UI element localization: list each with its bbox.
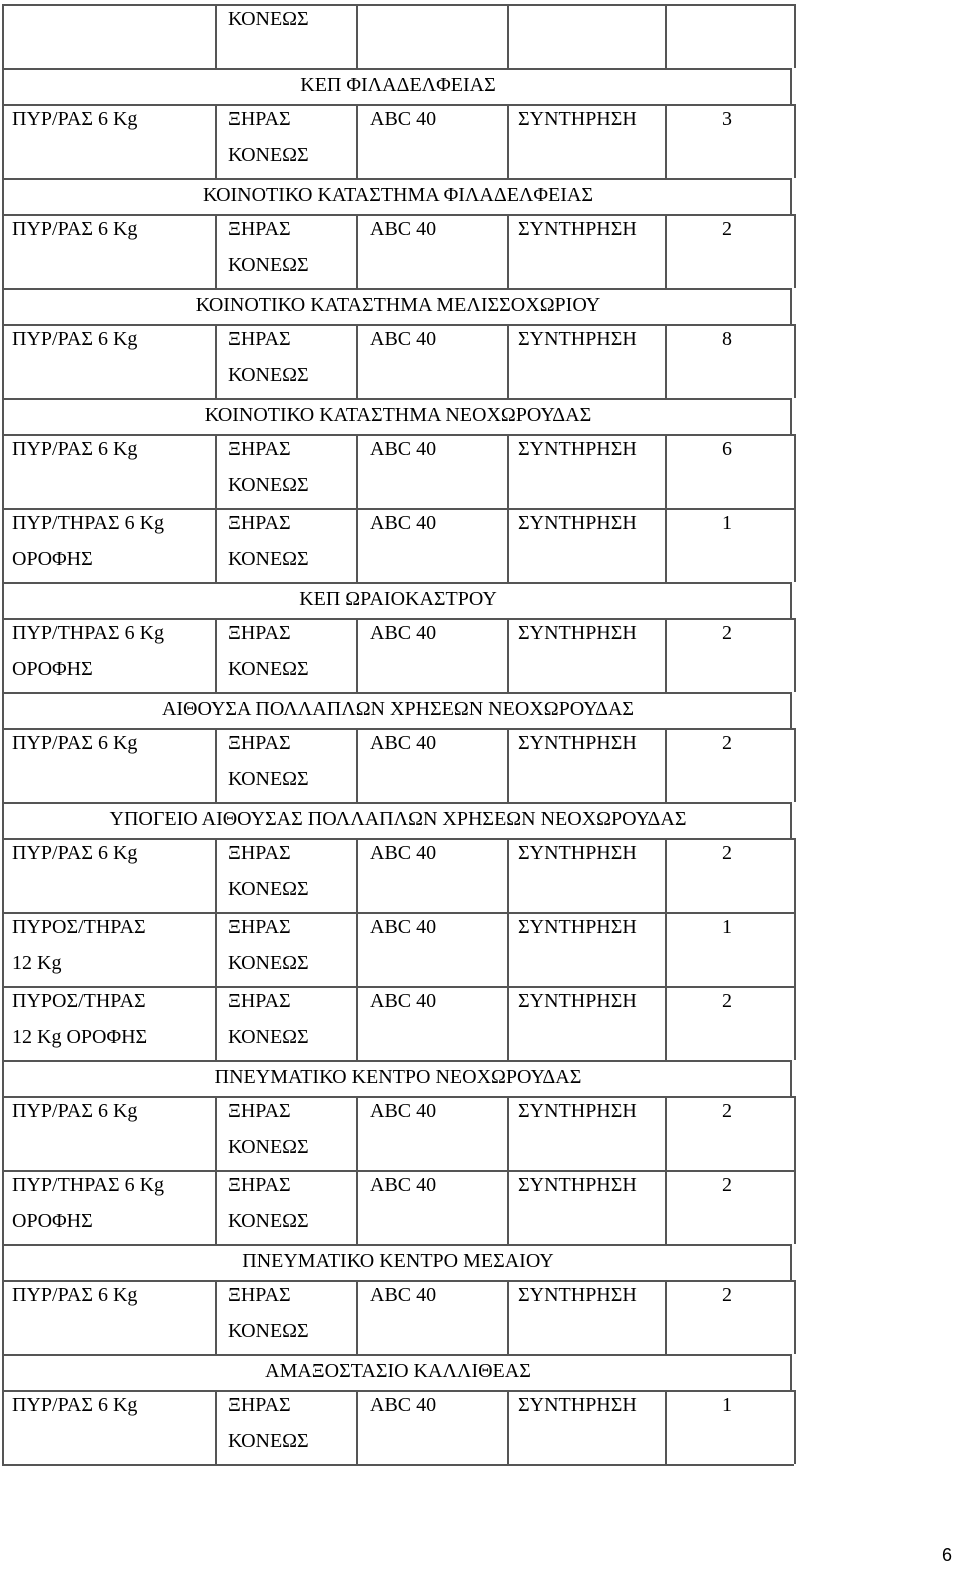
table-rule xyxy=(215,4,217,68)
table-rule xyxy=(2,68,792,70)
table-rule xyxy=(2,1354,792,1356)
table-rule xyxy=(665,838,667,912)
agent-type: ΞΗΡΑΣ xyxy=(228,108,291,130)
agent-type: ΞΗΡΑΣ xyxy=(228,622,291,644)
section-heading: ΥΠΟΓΕΙΟ ΑΙΘΟΥΣΑΣ ΠΟΛΛΑΠΛΩΝ ΧΡΗΣΕΩΝ ΝΕΟΧΩΡΟΥΔΑΣ xyxy=(109,808,687,830)
table-rule xyxy=(2,508,794,510)
fire-class: ABC 40 xyxy=(370,732,437,754)
fire-class: ABC 40 xyxy=(370,1100,437,1122)
quantity: 2 xyxy=(722,622,732,644)
service-action: ΣΥΝΤΗΡΗΣΗ xyxy=(518,732,637,754)
agent-type-line2: ΚΟΝΕΩΣ xyxy=(228,1210,309,1232)
agent-type-line2: ΚΟΝΕΩΣ xyxy=(228,768,309,790)
table-rule xyxy=(215,618,217,692)
table-rule xyxy=(2,178,792,180)
table-rule xyxy=(356,434,358,508)
table-rule xyxy=(356,4,358,68)
table-rule xyxy=(2,728,4,802)
table-rule xyxy=(2,838,4,912)
table-rule xyxy=(507,1390,509,1464)
fire-class: ABC 40 xyxy=(370,438,437,460)
agent-type: ΞΗΡΑΣ xyxy=(228,990,291,1012)
quantity: 2 xyxy=(722,842,732,864)
agent-line2: ΚΟΝΕΩΣ xyxy=(228,8,309,30)
table-rule xyxy=(507,1096,509,1170)
section-heading: ΚΟΙΝΟΤΙΚΟ ΚΑΤΑΣΤΗΜΑ ΝΕΟΧΩΡΟΥΔΑΣ xyxy=(204,404,592,426)
table-rule xyxy=(665,4,667,68)
table-rule xyxy=(2,1170,4,1244)
table-rule xyxy=(2,1464,794,1466)
service-action: ΣΥΝΤΗΡΗΣΗ xyxy=(518,512,637,534)
table-rule xyxy=(665,434,667,508)
table-rule xyxy=(794,1280,796,1354)
table-rule xyxy=(215,1170,217,1244)
quantity: 2 xyxy=(722,732,732,754)
table-rule xyxy=(356,508,358,582)
table-rule xyxy=(2,508,4,582)
quantity: 2 xyxy=(722,990,732,1012)
section-heading: ΚΟΙΝΟΤΙΚΟ ΚΑΤΑΣΤΗΜΑ ΜΕΛΙΣΣΟΧΩΡΙΟΥ xyxy=(195,294,601,316)
table-rule xyxy=(2,1390,4,1464)
table-rule xyxy=(2,912,794,914)
section-heading: ΠΝΕΥΜΑΤΙΚΟ ΚΕΝΤΡΟ ΜΕΣΑΙΟΥ xyxy=(242,1250,554,1272)
table-rule xyxy=(2,288,792,290)
table-rule xyxy=(2,324,4,398)
service-action: ΣΥΝΤΗΡΗΣΗ xyxy=(518,328,637,350)
quantity: 2 xyxy=(722,1100,732,1122)
agent-type: ΞΗΡΑΣ xyxy=(228,842,291,864)
table-rule xyxy=(665,1390,667,1464)
table-rule xyxy=(215,1096,217,1170)
table-rule xyxy=(665,1280,667,1354)
table-rule xyxy=(665,508,667,582)
table-rule xyxy=(2,1170,794,1172)
table-rule xyxy=(215,986,217,1060)
table-rule xyxy=(507,324,509,398)
fire-class: ABC 40 xyxy=(370,990,437,1012)
table-rule xyxy=(665,728,667,802)
table-rule xyxy=(215,214,217,288)
table-rule xyxy=(794,434,796,508)
agent-type: ΞΗΡΑΣ xyxy=(228,512,291,534)
table-rule xyxy=(507,1170,509,1244)
agent-type: ΞΗΡΑΣ xyxy=(228,1174,291,1196)
table-rule xyxy=(2,692,792,694)
quantity: 2 xyxy=(722,218,732,240)
agent-type-line2: ΚΟΝΕΩΣ xyxy=(228,1136,309,1158)
table-rule xyxy=(2,986,4,1060)
table-rule xyxy=(215,912,217,986)
extinguisher-type-line2: ΟΡΟΦΗΣ xyxy=(12,548,93,570)
section-heading: ΚΕΠ ΦΙΛΑΔΕΛΦΕΙΑΣ xyxy=(300,74,496,96)
service-action: ΣΥΝΤΗΡΗΣΗ xyxy=(518,842,637,864)
table-rule xyxy=(215,728,217,802)
table-rule xyxy=(507,1280,509,1354)
service-action: ΣΥΝΤΗΡΗΣΗ xyxy=(518,916,637,938)
table-rule xyxy=(356,1170,358,1244)
table-rule xyxy=(507,434,509,508)
table-rule xyxy=(2,434,4,508)
extinguisher-type: ΠΥΡ/ΡΑΣ 6 Kg xyxy=(12,108,138,130)
table-rule xyxy=(215,434,217,508)
table-rule xyxy=(794,1390,796,1464)
table-rule xyxy=(665,1170,667,1244)
service-action: ΣΥΝΤΗΡΗΣΗ xyxy=(518,1394,637,1416)
section-heading: ΚΟΙΝΟΤΙΚΟ ΚΑΤΑΣΤΗΜΑ ΦΙΛΑΔΕΛΦΕΙΑΣ xyxy=(203,184,593,206)
table-rule xyxy=(356,1096,358,1170)
table-rule xyxy=(2,582,792,584)
service-action: ΣΥΝΤΗΡΗΣΗ xyxy=(518,622,637,644)
table-rule xyxy=(794,4,796,68)
agent-type: ΞΗΡΑΣ xyxy=(228,732,291,754)
fire-class: ABC 40 xyxy=(370,512,437,534)
table-rule xyxy=(665,986,667,1060)
service-action: ΣΥΝΤΗΡΗΣΗ xyxy=(518,438,637,460)
table-rule xyxy=(2,912,4,986)
extinguisher-type-line2: 12 Kg xyxy=(12,952,62,974)
table-rule xyxy=(356,1280,358,1354)
extinguisher-type: ΠΥΡ/ΡΑΣ 6 Kg xyxy=(12,1100,138,1122)
table-rule xyxy=(356,1390,358,1464)
extinguisher-type: ΠΥΡ/ΤΗΡΑΣ 6 Kg xyxy=(12,512,165,534)
table-rule xyxy=(794,1096,796,1170)
extinguisher-type: ΠΥΡ/ΡΑΣ 6 Kg xyxy=(12,1284,138,1306)
table-rule xyxy=(507,508,509,582)
agent-type-line2: ΚΟΝΕΩΣ xyxy=(228,474,309,496)
table-rule xyxy=(2,838,794,840)
quantity: 1 xyxy=(722,512,732,534)
table-rule xyxy=(665,1096,667,1170)
table-rule xyxy=(794,1170,796,1244)
table-rule xyxy=(2,618,794,620)
extinguisher-type: ΠΥΡ/ΡΑΣ 6 Kg xyxy=(12,842,138,864)
table-rule xyxy=(2,1390,794,1392)
quantity: 1 xyxy=(722,1394,732,1416)
table-rule xyxy=(665,324,667,398)
agent-type: ΞΗΡΑΣ xyxy=(228,328,291,350)
table-rule xyxy=(794,912,796,986)
table-rule xyxy=(794,214,796,288)
service-action: ΣΥΝΤΗΡΗΣΗ xyxy=(518,218,637,240)
table-rule xyxy=(2,1096,794,1098)
table-rule xyxy=(2,324,794,326)
table-rule xyxy=(2,434,794,436)
table-rule xyxy=(2,104,4,178)
table-rule xyxy=(2,1060,792,1062)
extinguisher-type: ΠΥΡ/ΡΑΣ 6 Kg xyxy=(12,218,138,240)
fire-class: ABC 40 xyxy=(370,328,437,350)
fire-class: ABC 40 xyxy=(370,622,437,644)
fire-class: ABC 40 xyxy=(370,842,437,864)
table-rule xyxy=(2,398,792,400)
table-rule xyxy=(2,618,4,692)
quantity: 2 xyxy=(722,1174,732,1196)
table-rule xyxy=(507,618,509,692)
table-rule xyxy=(794,324,796,398)
extinguisher-type: ΠΥΡ/ΡΑΣ 6 Kg xyxy=(12,1394,138,1416)
quantity: 3 xyxy=(722,108,732,130)
table-rule xyxy=(356,214,358,288)
agent-type-line2: ΚΟΝΕΩΣ xyxy=(228,1320,309,1342)
fire-class: ABC 40 xyxy=(370,1394,437,1416)
fire-class: ABC 40 xyxy=(370,1284,437,1306)
agent-type: ΞΗΡΑΣ xyxy=(228,1284,291,1306)
agent-type: ΞΗΡΑΣ xyxy=(228,218,291,240)
table-rule xyxy=(215,1280,217,1354)
table-rule xyxy=(794,986,796,1060)
table-rule xyxy=(507,104,509,178)
service-action: ΣΥΝΤΗΡΗΣΗ xyxy=(518,108,637,130)
table-rule xyxy=(2,214,4,288)
agent-type: ΞΗΡΑΣ xyxy=(228,438,291,460)
agent-type: ΞΗΡΑΣ xyxy=(228,1394,291,1416)
fire-class: ABC 40 xyxy=(370,1174,437,1196)
table-rule xyxy=(215,1390,217,1464)
table-rule xyxy=(2,986,794,988)
quantity: 8 xyxy=(722,328,732,350)
table-rule xyxy=(794,104,796,178)
table-rule xyxy=(215,508,217,582)
extinguisher-type-line2: 12 Kg ΟΡΟΦΗΣ xyxy=(12,1026,148,1048)
table-rule xyxy=(215,324,217,398)
table-rule xyxy=(665,214,667,288)
table-rule xyxy=(2,104,794,106)
table-rule xyxy=(2,1280,4,1354)
section-heading: ΑΙΘΟΥΣΑ ΠΟΛΛΑΠΛΩΝ ΧΡΗΣΕΩΝ ΝΕΟΧΩΡΟΥΔΑΣ xyxy=(161,698,635,720)
extinguisher-type: ΠΥΡ/ΡΑΣ 6 Kg xyxy=(12,328,138,350)
table-rule xyxy=(2,728,794,730)
section-heading: ΠΝΕΥΜΑΤΙΚΟ ΚΕΝΤΡΟ ΝΕΟΧΩΡΟΥΔΑΣ xyxy=(214,1066,582,1088)
table-rule xyxy=(356,912,358,986)
agent-type-line2: ΚΟΝΕΩΣ xyxy=(228,364,309,386)
table-rule xyxy=(356,324,358,398)
quantity: 2 xyxy=(722,1284,732,1306)
fire-class: ABC 40 xyxy=(370,108,437,130)
agent-type-line2: ΚΟΝΕΩΣ xyxy=(228,1430,309,1452)
service-action: ΣΥΝΤΗΡΗΣΗ xyxy=(518,990,637,1012)
extinguisher-type: ΠΥΡ/ΤΗΡΑΣ 6 Kg xyxy=(12,622,165,644)
section-heading: ΑΜΑΞΟΣΤΑΣΙΟ ΚΑΛΛΙΘΕΑΣ xyxy=(265,1360,531,1382)
table-rule xyxy=(215,838,217,912)
extinguisher-type: ΠΥΡ/ΡΑΣ 6 Kg xyxy=(12,438,138,460)
extinguisher-type-line2: ΟΡΟΦΗΣ xyxy=(12,1210,93,1232)
agent-type-line2: ΚΟΝΕΩΣ xyxy=(228,254,309,276)
agent-type-line2: ΚΟΝΕΩΣ xyxy=(228,548,309,570)
table-rule xyxy=(507,912,509,986)
table-rule xyxy=(2,802,792,804)
agent-type-line2: ΚΟΝΕΩΣ xyxy=(228,144,309,166)
table-rule xyxy=(2,1244,792,1246)
page-number: 6 xyxy=(941,1545,952,1565)
agent-type: ΞΗΡΑΣ xyxy=(228,916,291,938)
agent-type-line2: ΚΟΝΕΩΣ xyxy=(228,952,309,974)
extinguisher-type: ΠΥΡ/ΡΑΣ 6 Kg xyxy=(12,732,138,754)
extinguisher-type: ΠΥΡΟΣ/ΤΗΡΑΣ xyxy=(12,916,146,938)
table-rule xyxy=(356,728,358,802)
agent-type-line2: ΚΟΝΕΩΣ xyxy=(228,658,309,680)
table-rule xyxy=(507,986,509,1060)
agent-type-line2: ΚΟΝΕΩΣ xyxy=(228,878,309,900)
table-rule xyxy=(215,104,217,178)
extinguisher-type: ΠΥΡ/ΤΗΡΑΣ 6 Kg xyxy=(12,1174,165,1196)
table-rule xyxy=(2,4,794,6)
table-rule xyxy=(2,1280,794,1282)
table-rule xyxy=(356,104,358,178)
fire-class: ABC 40 xyxy=(370,916,437,938)
extinguisher-type-line2: ΟΡΟΦΗΣ xyxy=(12,658,93,680)
quantity: 6 xyxy=(722,438,732,460)
table-rule xyxy=(2,214,794,216)
table-rule xyxy=(794,618,796,692)
table-rule xyxy=(507,4,509,68)
agent-type: ΞΗΡΑΣ xyxy=(228,1100,291,1122)
table-rule xyxy=(507,838,509,912)
agent-type-line2: ΚΟΝΕΩΣ xyxy=(228,1026,309,1048)
quantity: 1 xyxy=(722,916,732,938)
table-rule xyxy=(665,912,667,986)
fire-class: ABC 40 xyxy=(370,218,437,240)
extinguisher-type: ΠΥΡΟΣ/ΤΗΡΑΣ xyxy=(12,990,146,1012)
table-rule xyxy=(794,838,796,912)
table-rule xyxy=(2,1096,4,1170)
table-rule xyxy=(794,508,796,582)
service-action: ΣΥΝΤΗΡΗΣΗ xyxy=(518,1284,637,1306)
section-heading: ΚΕΠ ΩΡΑΙΟΚΑΣΤΡΟΥ xyxy=(299,588,497,610)
table-rule xyxy=(507,728,509,802)
table-rule xyxy=(356,986,358,1060)
table-rule xyxy=(794,728,796,802)
service-action: ΣΥΝΤΗΡΗΣΗ xyxy=(518,1100,637,1122)
table-rule xyxy=(356,838,358,912)
service-action: ΣΥΝΤΗΡΗΣΗ xyxy=(518,1174,637,1196)
table-rule xyxy=(665,104,667,178)
table-rule xyxy=(356,618,358,692)
table-rule xyxy=(507,214,509,288)
table-rule xyxy=(665,618,667,692)
table-rule xyxy=(2,4,4,68)
